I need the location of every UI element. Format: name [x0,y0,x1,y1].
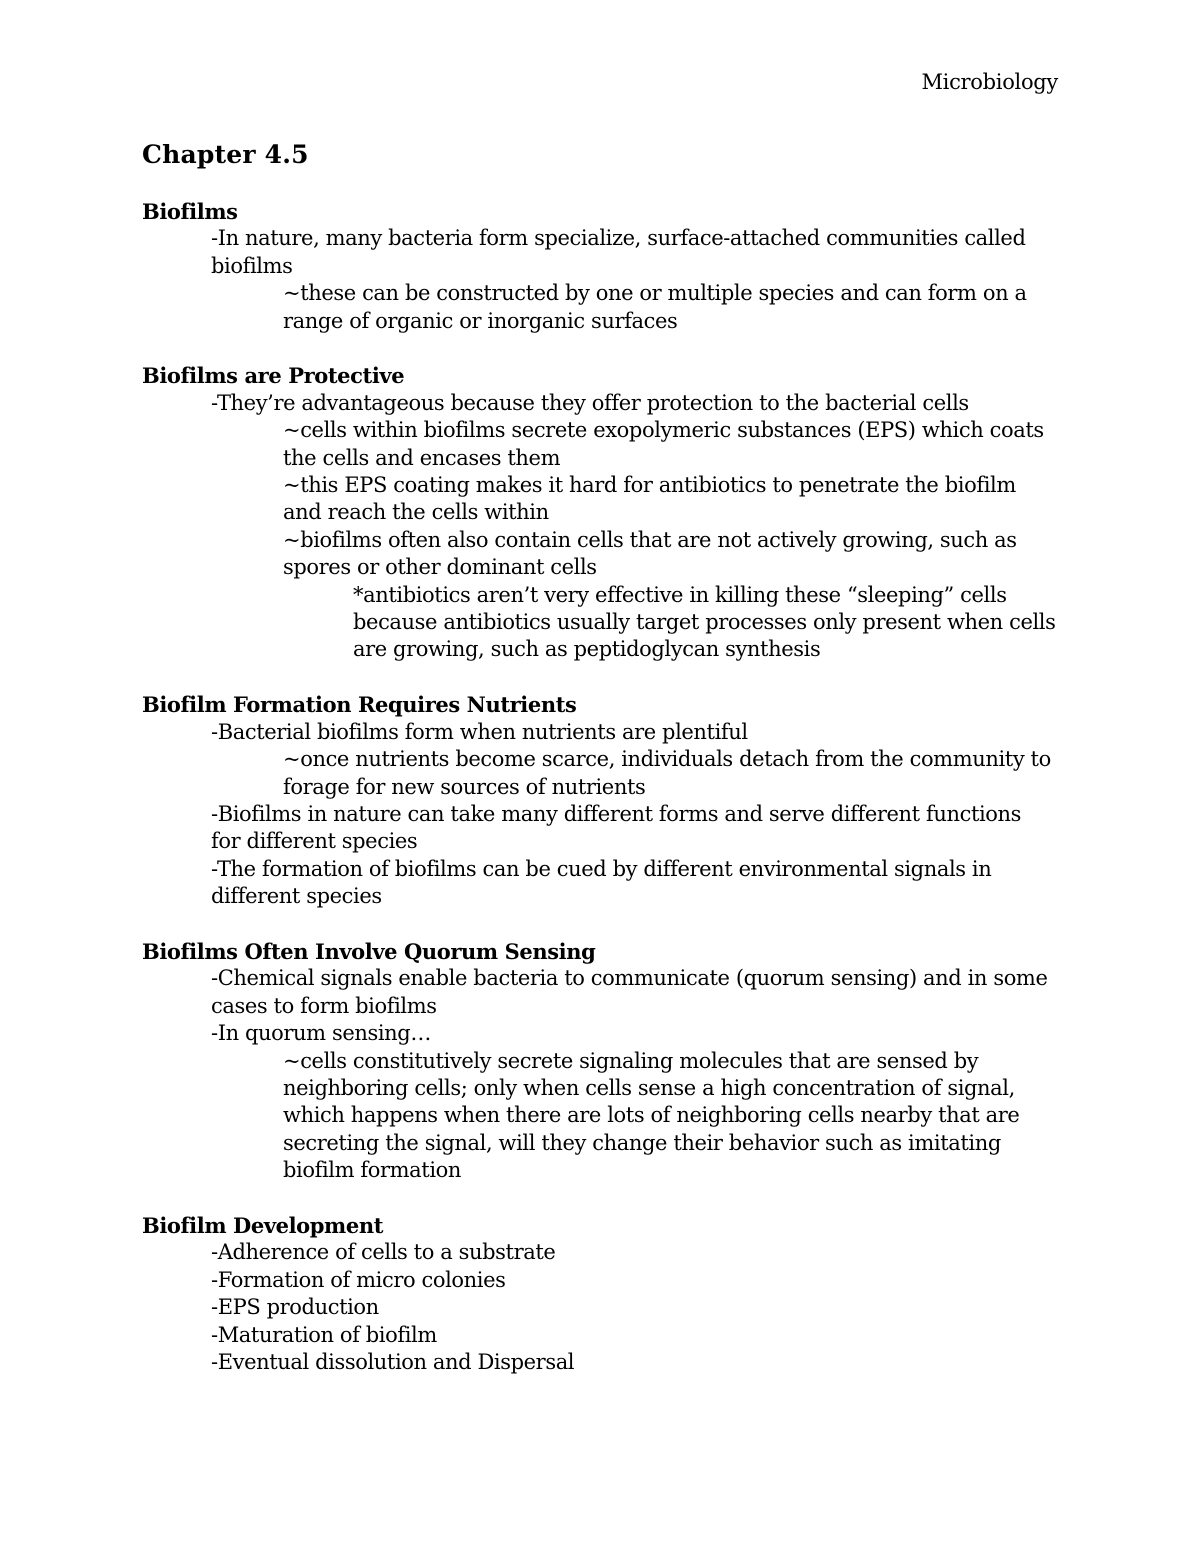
bullet-line: ~this EPS coating makes it hard for antibiotics to penetrate the biofilm [283,473,1016,498]
notes-section [142,938,1062,1185]
bullet-line: spores or other dominant cells [283,555,597,580]
notes-section [142,691,1062,910]
bullet-line: -The formation of biofilms can be cued by different environmental signals in [211,856,992,881]
bullet-line: because antibiotics usually target processes only present when cells [353,610,1056,635]
chapter-title: Chapter 4.5 [142,140,309,169]
bullet-line: -Eventual dissolution and Dispersal [211,1350,575,1374]
section-heading: Biofilm Development [142,1212,384,1238]
bullet-line: neighboring cells; only when cells sense a high concentration of signal, [283,1075,1015,1100]
bullet-line: -In quorum sensing… [211,1021,431,1046]
bullet-line: -They’re advantageous because they offer protection to the bacterial cells [211,390,969,415]
bullet-line: -Biofilms in nature can take many different forms and serve different functions [211,801,1022,826]
section-heading: Biofilms are Protective [142,363,405,389]
bullet-line: -Bacterial biofilms form when nutrients are plentiful [211,719,748,744]
bullet-line: -Adherence of cells to a substrate [211,1240,556,1265]
bullet-line: forage for new sources of nutrients [283,774,646,799]
bullet-line: biofilm formation [283,1158,462,1183]
bullet-line: ~once nutrients become scarce, individuals detach from the community to [283,747,1051,772]
bullet-line: -EPS production [211,1295,379,1320]
bullet-line: which happens when there are lots of neighboring cells nearby that are [283,1103,1020,1128]
bullet-line: -Formation of micro colonies [211,1267,506,1292]
bullet-line: ~cells constitutively secrete signaling molecules that are sensed by [283,1048,979,1073]
bullet-line: cases to form biofilms [211,993,437,1018]
notes-section [142,198,1062,335]
page-header-subject: Microbiology [921,70,1058,94]
bullet-line: -Maturation of biofilm [211,1322,437,1347]
bullet-line: the cells and encases them [283,445,561,470]
notes-section [142,1212,1062,1376]
bullet-line: range of organic or inorganic surfaces [283,308,678,333]
bullet-line: different species [211,884,382,909]
bullet-line: ~biofilms often also contain cells that are not actively growing, such as [283,527,1017,552]
section-heading: Biofilms [142,199,238,224]
notes-body [142,198,1062,1404]
bullet-line: biofilms [211,253,293,278]
bullet-line: for different species [211,829,418,854]
bullet-line: -Chemical signals enable bacteria to communicate (quorum sensing) and in some [211,966,1048,991]
bullet-line: secreting the signal, will they change their behavior such as imitating [283,1130,1001,1155]
bullet-line: and reach the cells within [283,500,549,525]
bullet-line: *antibiotics aren’t very effective in killing these “sleeping” cells [353,582,1007,607]
bullet-line: ~these can be constructed by one or multiple species and can form on a [283,281,1027,306]
bullet-line: -In nature, many bacteria form specialize, surface-attached communities called [211,226,1026,251]
bullet-line: are growing, such as peptidoglycan synthesis [353,637,821,662]
notes-section [142,362,1062,663]
section-heading: Biofilms Often Involve Quorum Sensing [142,938,596,964]
bullet-line: ~cells within biofilms secrete exopolymeric substances (EPS) which coats [283,418,1044,443]
section-heading: Biofilm Formation Requires Nutrients [142,692,577,718]
